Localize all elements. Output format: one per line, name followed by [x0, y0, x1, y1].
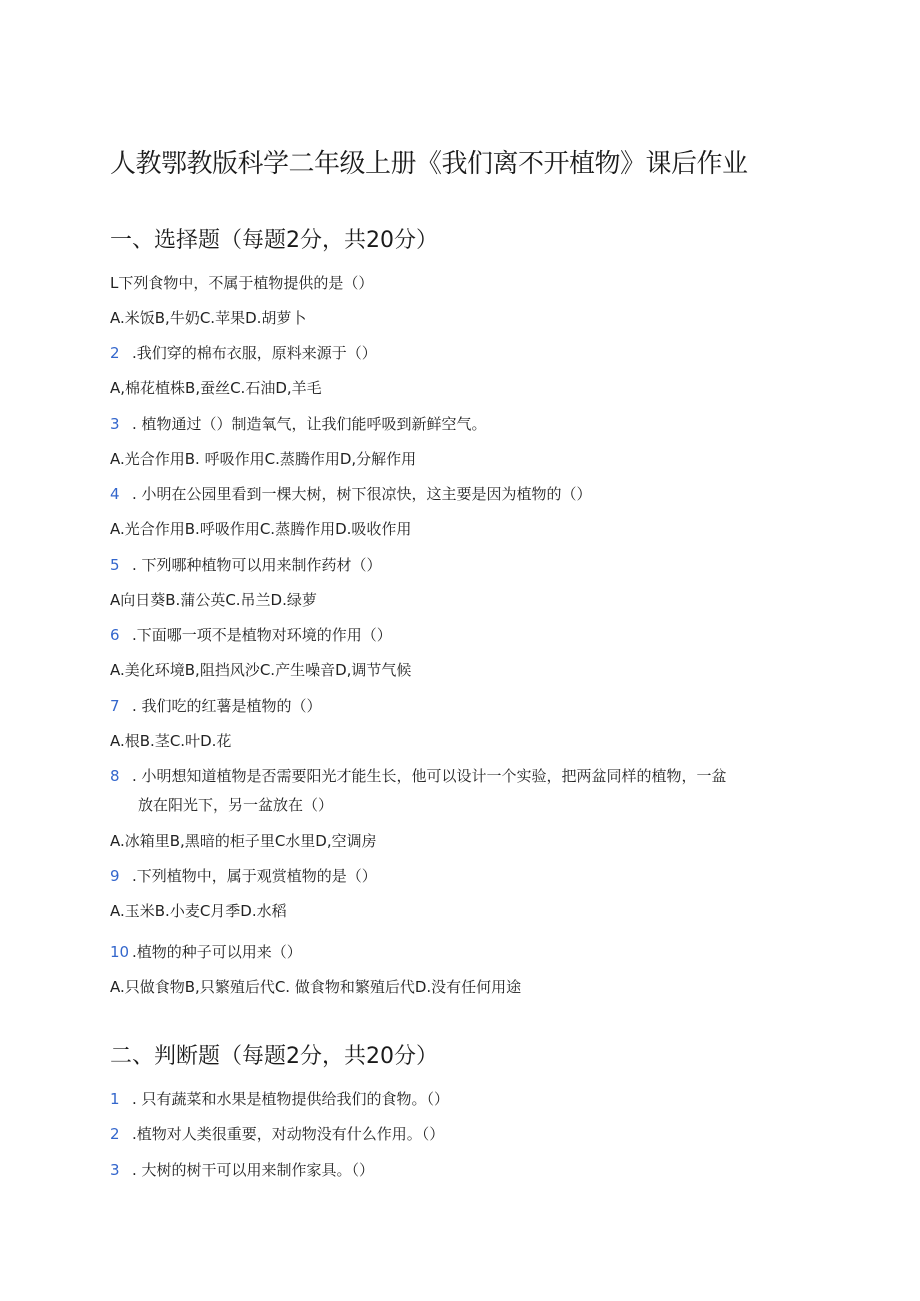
- question-4: [110, 484, 592, 504]
- question-number: 1: [110, 1090, 120, 1108]
- judgment-3: [110, 1160, 374, 1180]
- question-2-options: A,棉花植株B,蚕丝C.石油D,羊毛: [110, 379, 322, 397]
- judgment-2-text: .植物对人类很重要，对动物没有什么作用。（）: [132, 1125, 445, 1143]
- question-10-options: A.只做食物B,只繁殖后代C. 做食物和繁殖后代D.没有任何用途: [110, 978, 522, 996]
- question-1-options: A.米饭B,牛奶C.苹果D.胡萝卜: [110, 309, 307, 327]
- question-4-text: . 小明在公园里看到一棵大树，树下很凉快，这主要是因为植物的（）: [132, 485, 592, 503]
- question-number: 9: [110, 867, 120, 885]
- question-3: [110, 414, 487, 434]
- question-8-text: . 小明想知道植物是否需要阳光才能生长，他可以设计一个实验，把两盆同样的植物，一盆: [132, 767, 727, 785]
- question-number: 2: [110, 344, 120, 362]
- question-number: 10: [110, 943, 130, 961]
- question-2: [110, 343, 377, 363]
- page-title: 人教鄂教版科学二年级上册《我们离不开植物》课后作业: [110, 149, 748, 179]
- question-7-options: A.根B.茎C.叶D.花: [110, 732, 232, 750]
- judgment-1-text: . 只有蔬菜和水果是植物提供给我们的食物。（）: [132, 1090, 450, 1108]
- question-1: [110, 273, 373, 293]
- question-number: 6: [110, 626, 120, 644]
- question-7-text: . 我们吃的红薯是植物的（）: [132, 697, 322, 715]
- question-number: 2: [110, 1125, 120, 1143]
- judgment-3-text: . 大树的树干可以用来制作家具。（）: [132, 1161, 375, 1179]
- question-9-text: .下列植物中，属于观赏植物的是（）: [132, 867, 377, 885]
- question-10-text: .植物的种子可以用来（）: [132, 943, 302, 961]
- question-6-text: .下面哪一项不是植物对环境的作用（）: [132, 626, 392, 644]
- question-number: 7: [110, 697, 120, 715]
- question-3-text: . 植物通过（）制造氧气，让我们能呼吸到新鲜空气。: [132, 415, 487, 433]
- question-number: 8: [110, 767, 120, 785]
- question-8: [110, 766, 727, 786]
- question-8-text-continued: 放在阳光下，另一盆放在（）: [138, 796, 334, 814]
- section-heading-choice: 一、选择题（每题2分，共20分）: [110, 228, 438, 253]
- question-6: [110, 625, 392, 645]
- question-5-text: . 下列哪种植物可以用来制作药材（）: [132, 556, 382, 574]
- question-number: 4: [110, 485, 120, 503]
- question-5-options: A向日葵B.蒲公英C.吊兰D.绿萝: [110, 591, 317, 609]
- question-8-options: A.冰箱里B,黑暗的柜子里C水里D,空调房: [110, 832, 377, 850]
- question-9-options: A.玉米B.小麦C月季D.水稻: [110, 902, 287, 920]
- question-7: [110, 696, 322, 716]
- question-1-text: L下列食物中，不属于植物提供的是（）: [110, 274, 374, 292]
- question-number: 5: [110, 556, 120, 574]
- question-number: 3: [110, 1161, 120, 1179]
- question-5: [110, 555, 382, 575]
- question-6-options: A.美化环境B,阻挡风沙C.产生噪音D,调节气候: [110, 661, 412, 679]
- judgment-2: [110, 1124, 444, 1144]
- section-heading-judgment: 二、判断题（每题2分，共20分）: [110, 1044, 438, 1069]
- question-3-options: A.光合作用B. 呼吸作用C.蒸腾作用D,分解作用: [110, 450, 417, 468]
- question-9: [110, 866, 377, 886]
- question-4-options: A.光合作用B.呼吸作用C.蒸腾作用D.吸收作用: [110, 520, 412, 538]
- question-10: [110, 942, 302, 962]
- question-number: 3: [110, 415, 120, 433]
- judgment-1: [110, 1089, 449, 1109]
- question-2-text: .我们穿的棉布衣服，原料来源于（）: [132, 344, 377, 362]
